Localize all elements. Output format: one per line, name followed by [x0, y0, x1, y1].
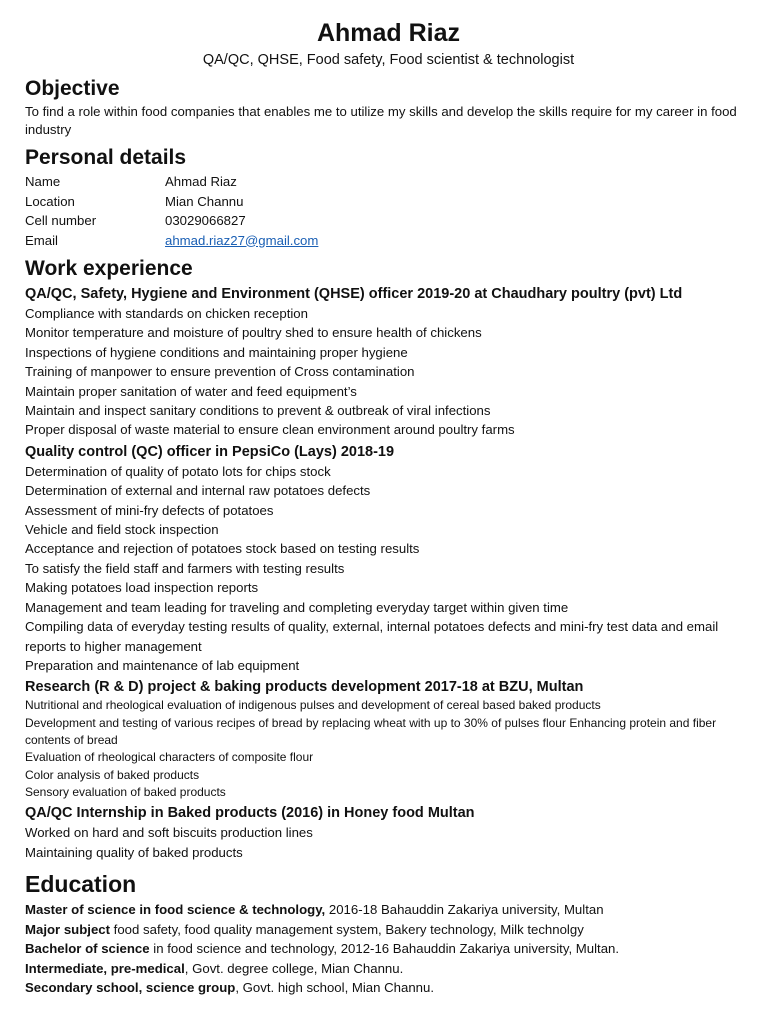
education-item-detail: , Govt. high school, Mian Channu. — [235, 980, 434, 996]
education-item-title: Major subject — [25, 921, 111, 937]
work-experience-heading: Work experience — [25, 257, 193, 280]
education-item — [25, 939, 752, 959]
job-duty-item: Sensory evaluation of baked products — [25, 784, 226, 799]
detail-row-location — [25, 192, 752, 212]
detail-label: Cell number — [25, 213, 97, 228]
job-duty-item: Development and testing of various recipes of bread by replacing wheat with up to 30% of pulses flour Enhancing protein and fiber contents of bread — [25, 715, 717, 747]
education-item — [25, 900, 752, 920]
job-title: Quality control (QC) officer in PepsiCo (Lays) 2018-19 — [25, 443, 395, 460]
education-item-title: Secondary school, science group — [25, 980, 236, 996]
job-duties-list — [25, 304, 752, 440]
detail-label: Location — [25, 193, 75, 209]
candidate-subtitle: QA/QC, QHSE, Food safety, Food scientist & technologist — [202, 52, 575, 68]
objective-heading: Objective — [25, 77, 120, 100]
job-duty-item: Color analysis of baked products — [25, 767, 200, 782]
education-item-title: Master of science in food science & technology, — [25, 901, 326, 917]
job-duty-item: Vehicle and field stock inspection — [25, 522, 219, 538]
detail-row-email — [25, 231, 752, 251]
education-item-title: Bachelor of science — [25, 941, 150, 957]
job-duty-item: Evaluation of rheological characters of composite flour — [25, 750, 314, 765]
job-duty-item: Management and team leading for traveling and completing everyday target within given time — [25, 599, 569, 615]
detail-value: Ahmad Riaz — [165, 174, 237, 189]
education-item-detail: food safety, food quality management system, Bakery technology, Milk technolgy — [110, 921, 584, 937]
job-duty-item: Preparation and maintenance of lab equipment — [25, 657, 300, 673]
job-duty-item: Acceptance and rejection of potatoes stock based on testing results — [25, 541, 420, 557]
detail-value: 03029066827 — [165, 213, 246, 228]
detail-value — [165, 231, 318, 251]
education-heading: Education — [25, 870, 137, 897]
job-duties-list — [25, 823, 752, 862]
detail-row-name — [25, 172, 752, 192]
job-duty-item: Determination of quality of potato lots for chips stock — [25, 463, 331, 479]
education-item-detail: , Govt. degree college, Mian Channu. — [184, 960, 404, 976]
education-item — [25, 959, 752, 979]
job-duty-item: Compiling data of everyday testing results of quality, external, internal potatoes defects and mini-fry test data and email reports to higher management — [25, 619, 719, 654]
job-duty-item: Worked on hard and soft biscuits production lines — [25, 825, 313, 841]
job-duty-item: Maintain proper sanitation of water and feed equipment’s — [25, 383, 357, 399]
candidate-name: Ahmad Riaz — [316, 19, 461, 47]
detail-label: Email — [25, 232, 58, 248]
job-duties-list — [25, 697, 752, 801]
job-duty-item: Making potatoes load inspection reports — [25, 580, 259, 596]
job-duties-list — [25, 462, 752, 675]
email-link[interactable]: ahmad.riaz27@gmail.com — [165, 232, 319, 248]
job-duty-item: Proper disposal of waste material to ensure clean environment around poultry farms — [25, 422, 515, 438]
job-duty-item: Monitor temperature and moisture of poultry shed to ensure health of chickens — [25, 325, 482, 341]
work-experience-list — [25, 284, 752, 862]
education-item-detail: 2016-18 Bahauddin Zakariya university, Multan — [325, 901, 604, 917]
education-item — [25, 978, 752, 998]
detail-label: Name — [25, 174, 61, 189]
education-item — [25, 920, 752, 940]
job-duty-item: Compliance with standards on chicken reception — [25, 306, 308, 321]
education-item-detail: in food science and technology, 2012-16 Bahauddin Zakariya university, Multan. — [149, 941, 620, 957]
job-duty-item: Nutritional and rheological evaluation of indigenous pulses and development of cereal based baked products — [25, 698, 601, 713]
job-duty-item: Training of manpower to ensure prevention of Cross contamination — [25, 364, 415, 380]
personal-details-table — [25, 172, 752, 250]
detail-row-cell — [25, 211, 752, 231]
job-duty-item: Maintain and inspect sanitary conditions to prevent & outbreak of viral infections — [25, 403, 491, 419]
job-duty-item: Maintaining quality of baked products — [25, 844, 243, 860]
job-duty-item: Determination of external and internal raw potatoes defects — [25, 483, 371, 499]
objective-text: To find a role within food companies that enables me to utilize my skills and develop the skills require for my career in food industry — [25, 104, 737, 137]
education-list — [25, 900, 752, 998]
job-title: QA/QC Internship in Baked products (2016) in Honey food Multan — [25, 805, 475, 822]
job-title: QA/QC, Safety, Hygiene and Environment (QHSE) officer 2019-20 at Chaudhary poultry (pvt) Ltd — [25, 286, 683, 302]
job-duty-item: To satisfy the field staff and farmers with testing results — [25, 560, 345, 576]
job-duty-item: Inspections of hygiene conditions and maintaining proper hygiene — [25, 344, 408, 360]
detail-value: Mian Channu — [165, 193, 244, 209]
personal-details-heading: Personal details — [25, 146, 187, 169]
job-duty-item: Assessment of mini-fry defects of potatoes — [25, 502, 274, 518]
job-title: Research (R & D) project & baking products development 2017-18 at BZU, Multan — [25, 679, 584, 696]
education-item-title: Intermediate, pre-medical — [25, 960, 185, 976]
